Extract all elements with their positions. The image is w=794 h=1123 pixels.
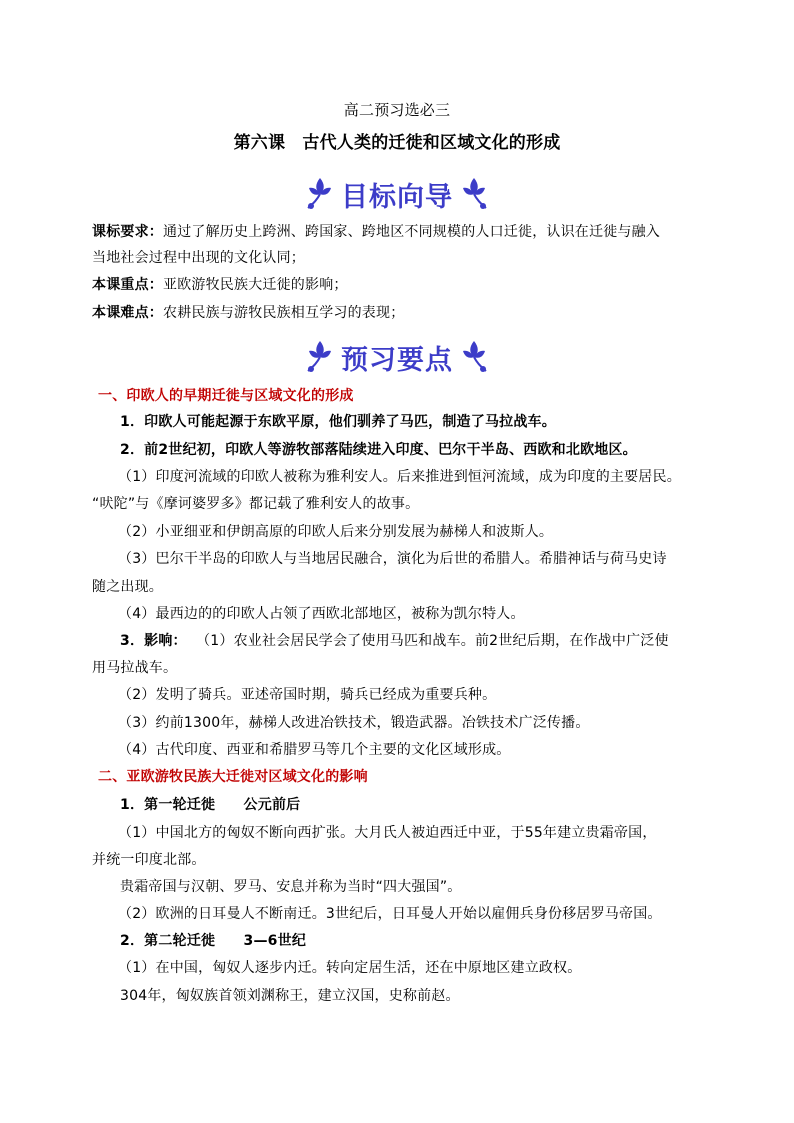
key-point-label: 本课重点： — [92, 277, 163, 293]
influence-text: （1）农业社会居民学会了使用马匹和战车。前2世纪后期，在作战中广泛使 — [196, 633, 669, 649]
key-point-text: 亚欧游牧民族大迁徙的影响； — [163, 277, 348, 293]
section-1-heading: 一、印欧人的早期迁徙与区域文化的形成 — [98, 388, 354, 404]
section-1-sub-2: （2）小亚细亚和伊朗高原的印欧人后来分别发展为赫梯人和波斯人。 — [118, 524, 554, 540]
flower-ornament-icon — [305, 176, 335, 212]
migration-1-point-1-cont: 并统一印度北部。 — [92, 852, 206, 868]
difficult-point-label: 本课难点： — [92, 305, 163, 321]
migration-1-point-2: （2）欧洲的日耳曼人不断南迁。3世纪后，日耳曼人开始以雇佣兵身份移居罗马帝国。 — [118, 906, 662, 922]
lesson-title: 第六课 古代人类的迁徙和区域文化的形成 — [233, 133, 561, 153]
difficult-point — [92, 303, 722, 323]
requirement-label: 课标要求： — [92, 224, 163, 240]
section-1-influence — [120, 631, 750, 651]
section-1-sub-3: （3）巴尔干半岛的印欧人与当地居民融合，演化为后世的希腊人。希腊神话与荷马史诗 — [118, 551, 667, 567]
section-1-sub-4: （4）最西边的的印欧人占领了西欧北部地区，被称为凯尔特人。 — [118, 606, 525, 622]
section-1-influence-2: （2）发明了骑兵。亚述帝国时期，骑兵已经成为重要兵种。 — [118, 687, 497, 703]
section-1-point-2: 2．前2世纪初，印欧人等游牧部落陆续进入印度、巴尔干半岛、西欧和北欧地区。 — [120, 442, 637, 458]
goal-banner-title: 目标向导 — [341, 181, 453, 213]
migration-2-note: 304年，匈奴族首领刘渊称王，建立汉国，史称前赵。 — [120, 988, 460, 1004]
section-1-influence-4: （4）古代印度、西亚和希腊罗马等几个主要的文化区域形成。 — [118, 742, 511, 758]
section-1-sub-1-cont: “吠陀”与《摩诃婆罗多》都记载了雅利安人的故事。 — [92, 496, 420, 512]
flower-ornament-icon — [459, 176, 489, 212]
flower-ornament-icon — [459, 339, 489, 375]
course-name: 高二预习选必三 — [343, 101, 451, 119]
section-1-point-1: 1．印欧人可能起源于东欧平原，他们驯养了马匹，制造了马拉战车。 — [120, 414, 556, 430]
key-point — [92, 275, 722, 295]
preview-banner-title: 预习要点 — [341, 344, 453, 376]
standard-requirement — [92, 222, 722, 242]
difficult-point-text: 农耕民族与游牧民族相互学习的表现； — [163, 305, 405, 321]
flower-ornament-icon — [305, 339, 335, 375]
migration-2-title: 2．第二轮迁徙 3—6世纪 — [120, 933, 307, 949]
section-1-influence-cont: 用马拉战车。 — [92, 660, 178, 676]
migration-1-point-1: （1）中国北方的匈奴不断向西扩张。大月氏人被迫西迁中亚，于55年建立贵霜帝国， — [118, 825, 657, 841]
section-2-heading: 二、亚欧游牧民族大迁徙对区域文化的影响 — [98, 769, 368, 785]
requirement-text-cont: 当地社会过程中出现的文化认同； — [92, 250, 305, 266]
migration-2-point-1: （1）在中国，匈奴人逐步内迁。转向定居生活，还在中原地区建立政权。 — [118, 960, 582, 976]
requirement-text: 通过了解历史上跨洲、跨国家、跨地区不同规模的人口迁徙，认识在迁徙与融入 — [163, 224, 660, 240]
preview-banner — [0, 335, 794, 379]
goal-banner — [0, 172, 794, 216]
section-1-sub-1: （1）印度河流域的印欧人被称为雅利安人。后来推进到恒河流域，成为印度的主要居民。 — [118, 469, 681, 485]
influence-label: 3．影响： — [120, 633, 187, 649]
migration-1-title: 1．第一轮迁徙 公元前后 — [120, 797, 301, 813]
section-1-influence-3: （3）约前1300年，赫梯人改进冶铁技术，锻造武器。冶铁技术广泛传播。 — [118, 715, 590, 731]
migration-1-note: 贵霜帝国与汉朝、罗马、安息并称为当时“四大强国”。 — [120, 879, 462, 895]
section-1-sub-3-cont: 随之出现。 — [92, 579, 163, 595]
